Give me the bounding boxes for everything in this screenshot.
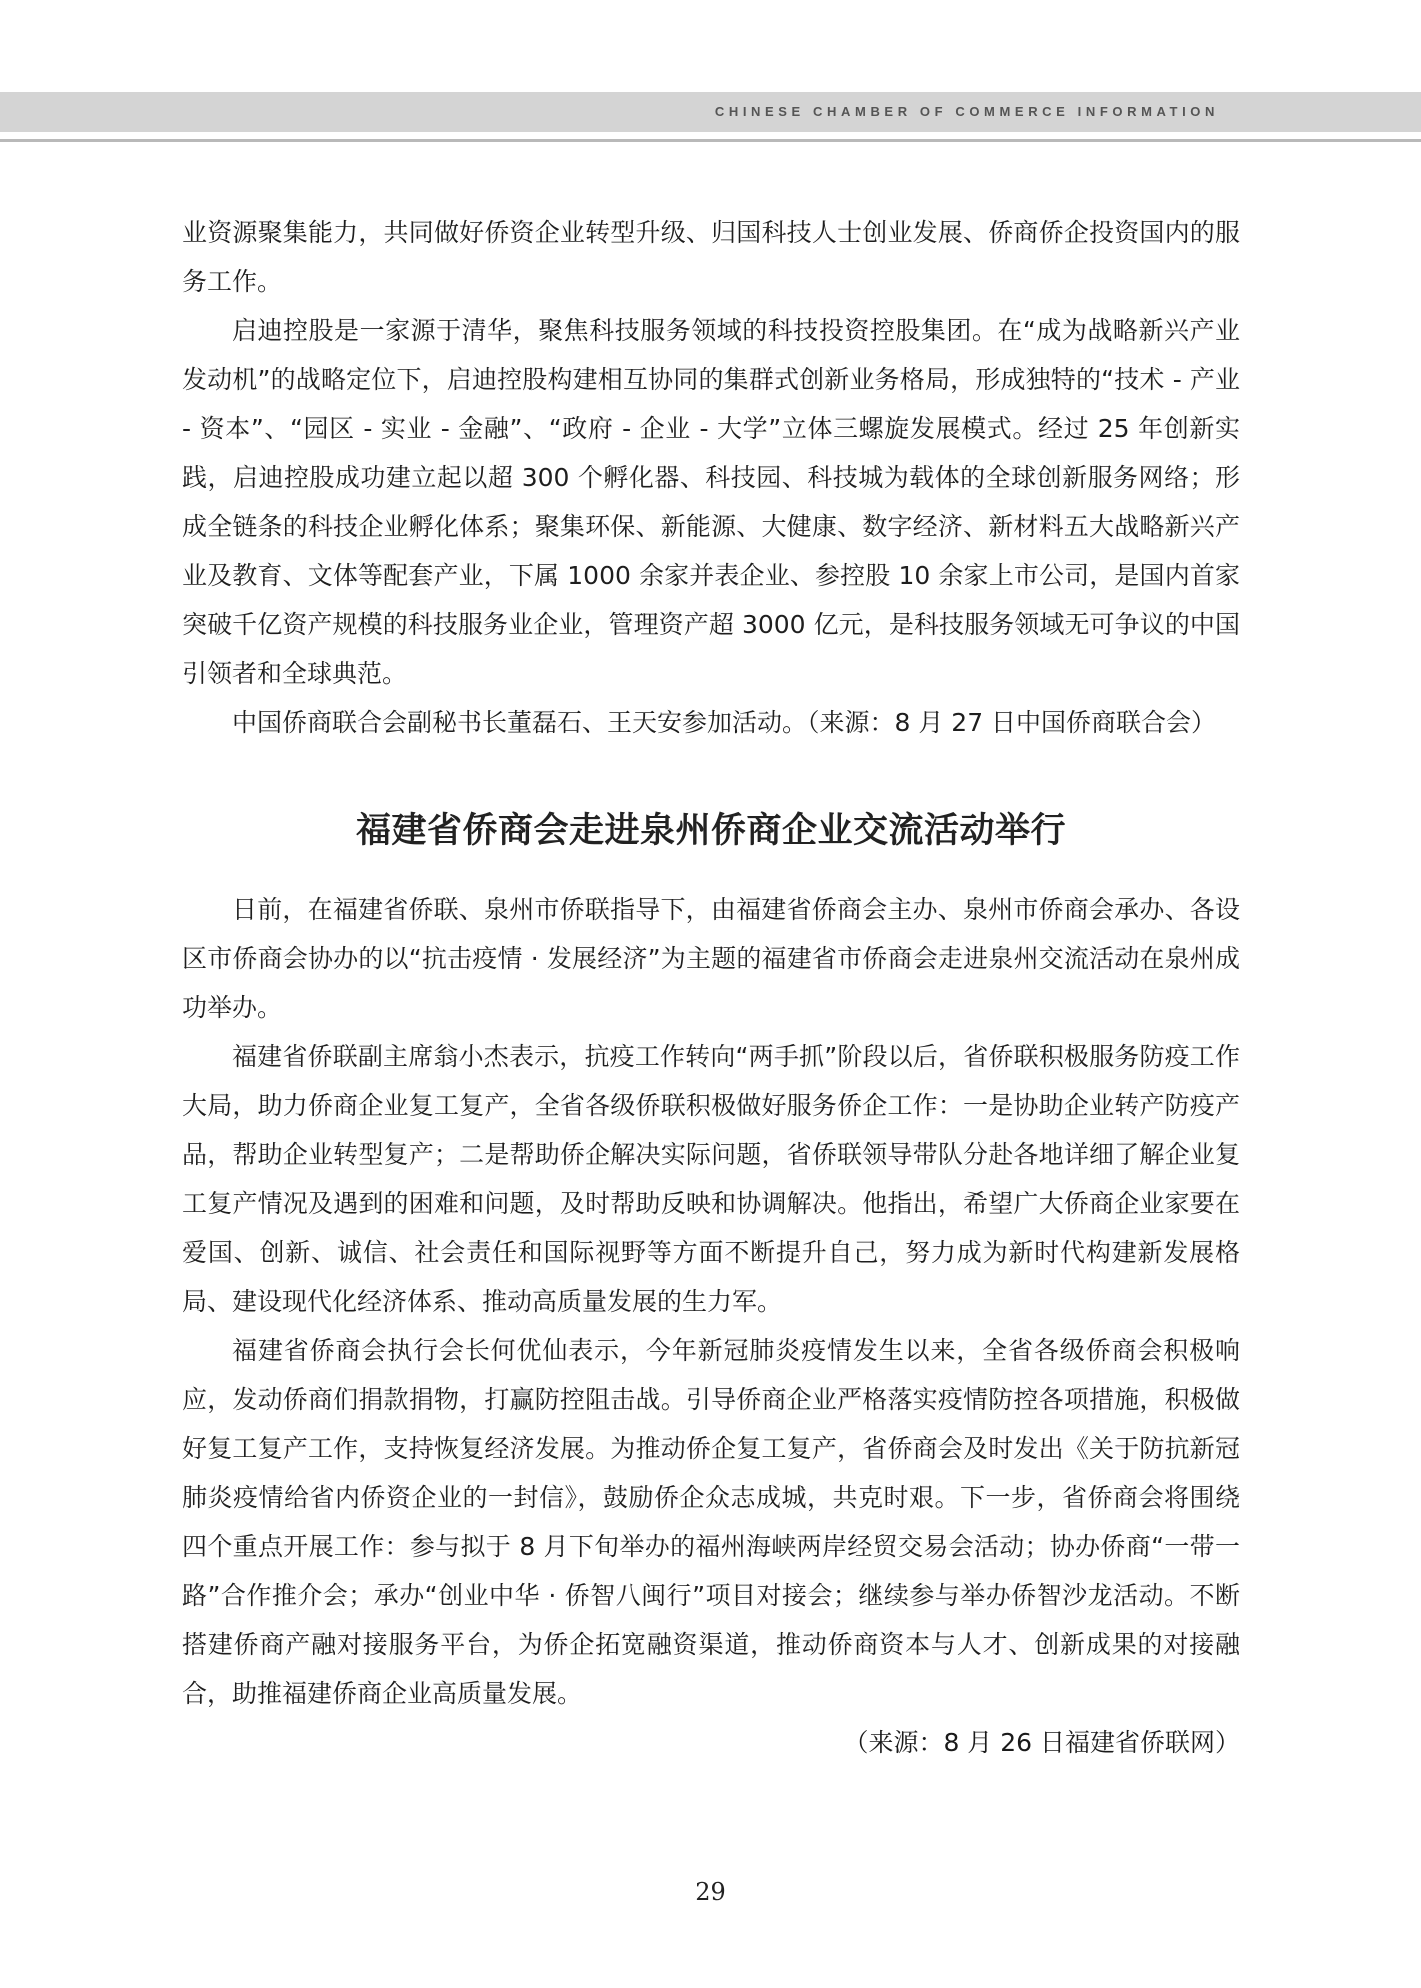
page-number: 29 (695, 1878, 726, 1906)
article2-paragraph: 日前，在福建省侨联、泉州市侨联指导下，由福建省侨商会主办、泉州市侨商会承办、各设区市侨商会协办的以“抗击疫情 · 发展经济”为主题的福建省市侨商会走进泉州交流活动在泉州成功举办。 (182, 895, 1240, 1022)
article2-title: 福建省侨商会走进泉州侨商企业交流活动举行 (355, 811, 1066, 851)
header-rule (0, 139, 1421, 142)
page-content (182, 208, 1240, 1767)
article1-paragraph: 启迪控股是一家源于清华，聚焦科技服务领域的科技投资控股集团。在“成为战略新兴产业发动机”的战略定位下，启迪控股构建相互协同的集群式创新业务格局，形成独特的“技术 - 产业 - 资本”、“园区 - 实业 - 金融”、“政府 - 企业 - 大学”立体三螺旋发展模式。经过 25 年创新实践，启迪控股成功建立起以超 300 个孵化器、科技园、科技城为载体的全球创新服务网络；形成全链条的科技企业孵化体系；聚集环保、新能源、大健康、数字经济、新材料五大战略新兴产业及教育、文体等配套产业，下属 1000 余家并表企业、参控股 10 余家上市公司，是国内首家突破千亿资产规模的科技服务业企业，管理资产超 3000 亿元，是科技服务领域无可争议的中国引领者和全球典范。 (182, 316, 1240, 688)
article1-source-line: 中国侨商联合会副秘书长董磊石、王天安参加活动。（来源：8 月 27 日中国侨商联合会） (232, 708, 1217, 737)
article2-paragraph: 福建省侨商会执行会长何优仙表示，今年新冠肺炎疫情发生以来，全省各级侨商会积极响应，发动侨商们捐款捐物，打赢防控阻击战。引导侨商企业严格落实疫情防控各项措施，积极做好复工复产工作，支持恢复经济发展。为推动侨企复工复产，省侨商会及时发出《关于防抗新冠肺炎疫情给省内侨资企业的一封信》，鼓励侨企众志成城，共克时艰。下一步，省侨商会将围绕四个重点开展工作：参与拟于 8 月下旬举办的福州海峡两岸经贸交易会活动；协办侨商“一带一路”合作推介会；承办“创业中华 · 侨智八闽行”项目对接会；继续参与举办侨智沙龙活动。不断搭建侨商产融对接服务平台，为侨企拓宽融资渠道，推动侨商资本与人才、创新成果的对接融合，助推福建侨商企业高质量发展。 (182, 1336, 1240, 1708)
article2-source: （来源：8 月 26 日福建省侨联网） (843, 1728, 1240, 1757)
article2-paragraph: 福建省侨联副主席翁小杰表示，抗疫工作转向“两手抓”阶段以后，省侨联积极服务防疫工作大局，助力侨商企业复工复产，全省各级侨联积极做好服务侨企工作：一是协助企业转产防疫产品，帮助企业转型复产；二是帮助侨企解决实际问题，省侨联领导带队分赴各地详细了解企业复工复产情况及遇到的困难和问题，及时帮助反映和协调解决。他指出，希望广大侨商企业家要在爱国、创新、诚信、社会责任和国际视野等方面不断提升自己，努力成为新时代构建新发展格局、建设现代化经济体系、推动高质量发展的生力军。 (182, 1042, 1240, 1316)
running-header: CHINESE CHAMBER OF COMMERCE INFORMATION (714, 104, 1219, 119)
article1-paragraph-continued: 业资源聚集能力，共同做好侨资企业转型升级、归国科技人士创业发展、侨商侨企投资国内的服务工作。 (182, 218, 1240, 296)
